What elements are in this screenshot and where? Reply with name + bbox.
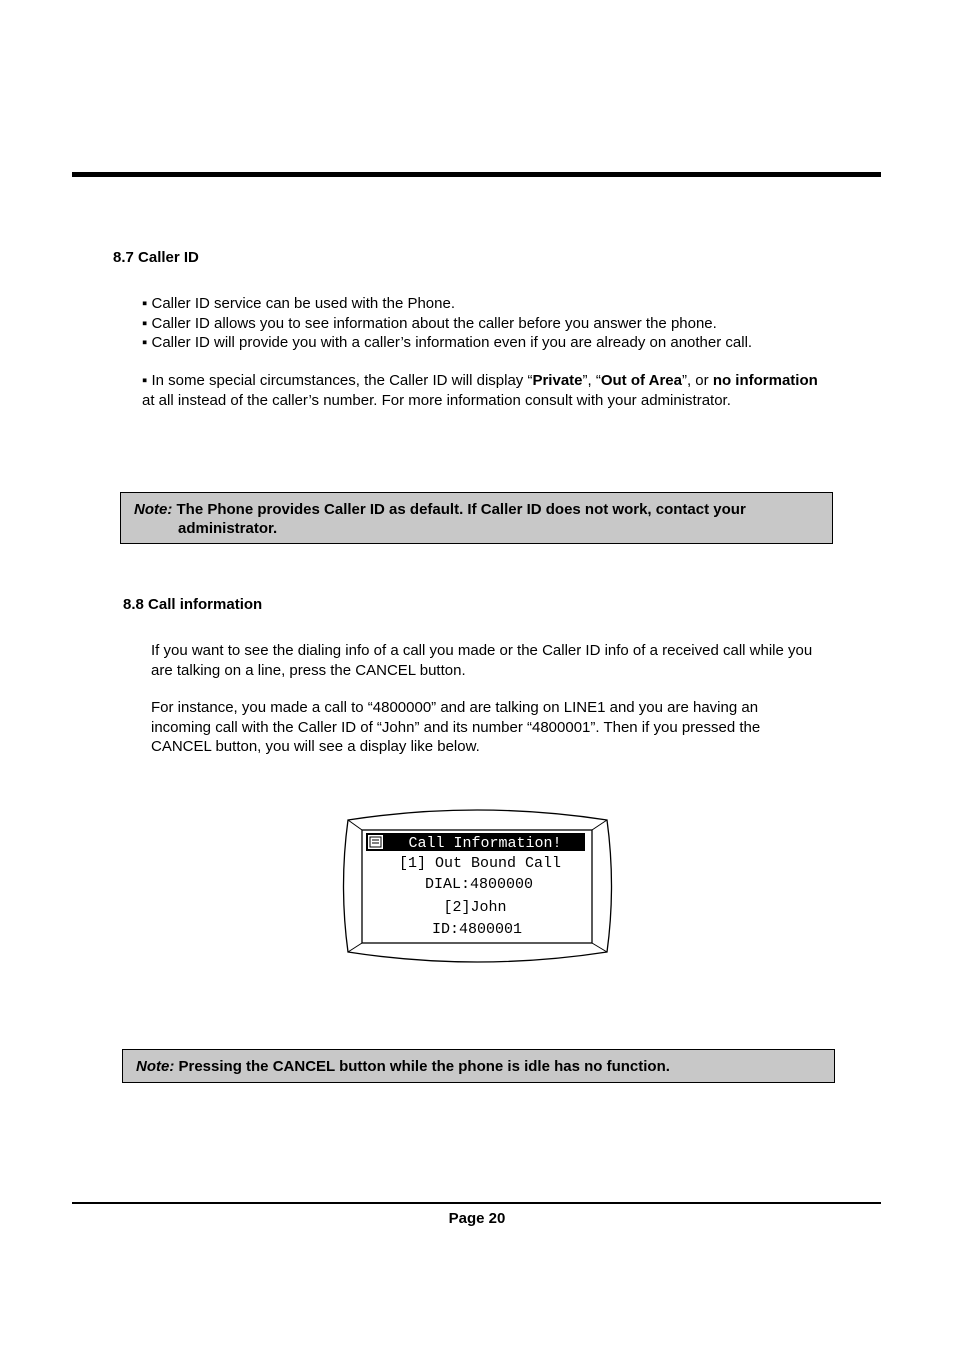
note-cancel-idle: Note: Pressing the CANCEL button while the phone is idle has no function.: [122, 1049, 835, 1083]
caller-id-bullet-list: [142, 294, 842, 353]
bullet-item: ▪ Caller ID service can be used with the Phone.: [142, 295, 455, 312]
call-info-paragraph: If you want to see the dialing info of a call you made or the Caller ID info of a received call while you are talking on a line, press the CANCEL button.: [151, 642, 813, 679]
header-rule: [72, 172, 881, 177]
display-line-1: [1] Out Bound Call: [398, 855, 562, 872]
display-line-2: DIAL:4800000: [424, 876, 534, 893]
note-label: Note:: [136, 1058, 175, 1075]
bullet-item: ▪ Caller ID will provide you with a caller’s information even if you are already on another call.: [142, 334, 753, 351]
display-line-3: [2]John: [443, 899, 507, 916]
note-caller-id-default: Note: The Phone provides Caller ID as default. If Caller ID does not work, contact your administrator.: [120, 492, 833, 544]
call-info-example-paragraph: For instance, you made a call to “4800000” and are talking on LINE1 and you are having an incoming call with the Caller ID of “John” and its number “4800001”. Then if you pressed the CANCEL button, you will see a display like below.: [151, 699, 761, 755]
phone-lcd-display: [340, 806, 615, 968]
special-circumstances-paragraph: ▪ In some special circumstances, the Caller ID will display “Private”, “Out of Area”, or no information at all instead of the caller’s number. For more information consult with your administrator.: [142, 372, 818, 409]
section-heading-call-information: 8.8 Call information: [123, 596, 263, 613]
footer-rule: [72, 1202, 881, 1204]
page-number: Page 20: [448, 1210, 506, 1227]
section-heading-caller-id: 8.7 Caller ID: [113, 249, 199, 266]
phone-book-icon: [368, 835, 383, 849]
bullet-item: ▪ Caller ID allows you to see information about the caller before you answer the phone.: [142, 314, 717, 332]
display-title: Call Information!: [408, 835, 562, 852]
note-label: Note:: [134, 501, 173, 518]
display-line-4: ID:4800001: [431, 921, 523, 938]
